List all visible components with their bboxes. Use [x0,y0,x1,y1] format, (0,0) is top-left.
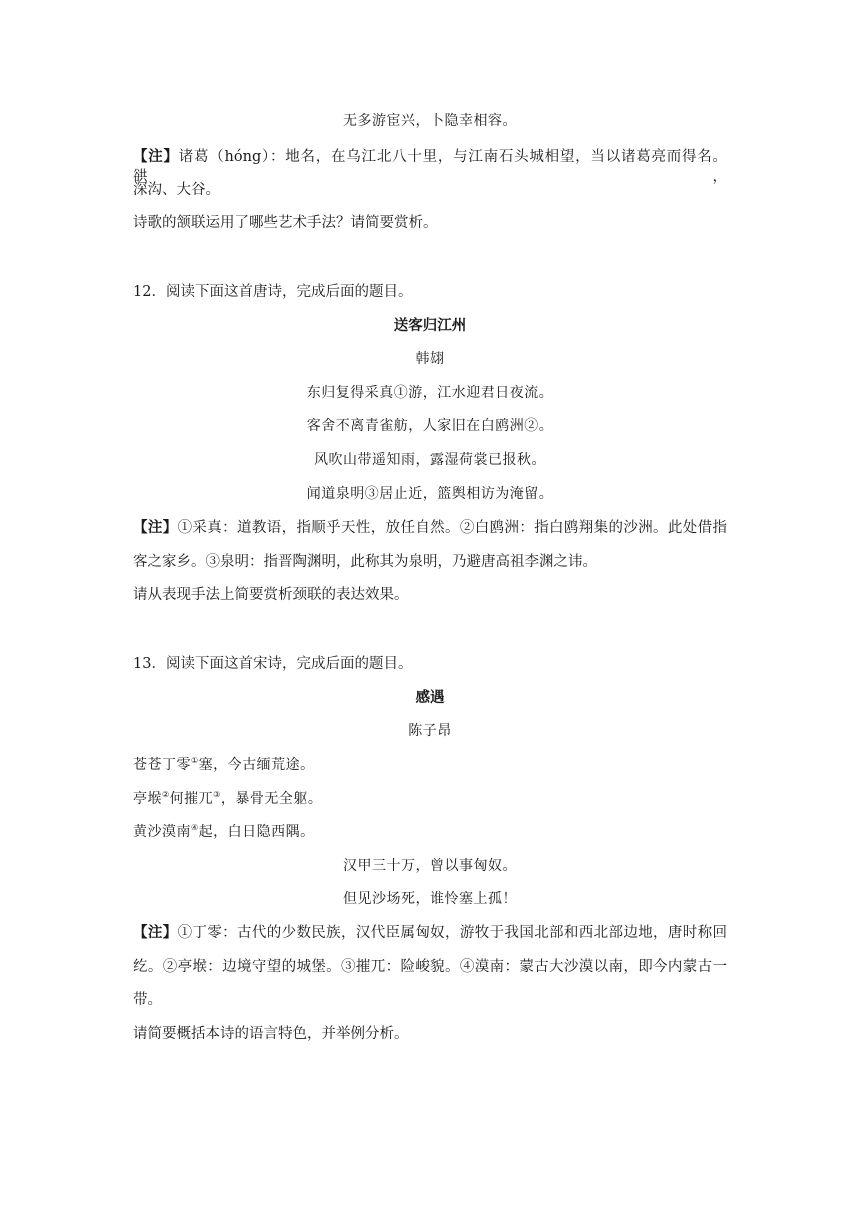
question-intro: 12．阅读下面这首唐诗，完成后面的题目。 [133,284,413,300]
annotation-text: ①丁零：古代的少数民族，汉代臣属匈奴，游牧于我国北部和西北部边地，唐时称回 [177,925,727,941]
poem-author: 陈子昂 [408,723,452,739]
annotation-text: ①采真：道教语，指顺乎天性，放任自然。②白鸥洲：指白鸥翔集的沙洲。此处借指 [177,520,727,536]
note-mark: 【注】 [133,519,178,536]
note-mark: 【注】 [133,148,179,165]
poem-line: 东归复得采真①游，江水迎君日夜流。 [306,385,554,401]
question-intro: 13．阅读下面这首宋诗，完成后面的题目。 [133,656,413,672]
annotation-line: 带。 [133,992,162,1008]
poem-line: 黄沙漠南④起，白日隐西隅。 [133,823,315,840]
annotation-line: 客之家乡。③泉明：指晋陶渊明，此称其为泉明，乃避唐高祖李渊之讳。 [133,554,597,570]
annotation-line: 深沟、大谷。 [133,182,220,198]
poem-line: 客舍不离青雀舫，人家旧在白鸥洲②。 [306,418,554,434]
annotation-text: 诸葛（hóng）：地名，在乌江北八十里，与江南石头城相望，当以诸葛亮而得名。谼， [133,149,728,185]
question-prompt: 请从表现手法上简要赏析颈联的表达效果。 [133,587,409,603]
poem-line: 但见沙场死，谁怜塞上孤！ [343,891,517,907]
poem-title: 送客归江州 [393,317,467,334]
poem-author: 韩翃 [415,351,445,367]
poem-line: 闻道泉明③居止近，篮舆相访为淹留。 [306,486,554,502]
poem-line: 亭堠②何摧兀③，暴骨无全躯。 [133,790,323,807]
poem-line: 汉甲三十万，曾以事匈奴。 [343,858,517,874]
annotation-line [133,923,727,943]
poem-line: 无多游宦兴，卜隐幸相容。 [343,113,517,129]
annotation-line [133,518,727,538]
poem-line: 苍苍丁零①塞，今古缅荒途。 [133,756,315,773]
annotation-line: 纥。②亭堠：边境守望的城堡。③摧兀：险峻貌。④漠南：蒙古大沙漠以南，即今内蒙古一 [133,959,727,975]
question-prompt: 诗歌的颔联运用了哪些艺术手法？请简要赏析。 [133,215,438,231]
poem-title: 感遇 [415,689,445,706]
note-mark: 【注】 [133,924,178,941]
question-prompt: 请简要概括本诗的语言特色，并举例分析。 [133,1026,409,1042]
poem-line: 风吹山带遥知雨，露湿荷裳已报秋。 [314,452,546,468]
